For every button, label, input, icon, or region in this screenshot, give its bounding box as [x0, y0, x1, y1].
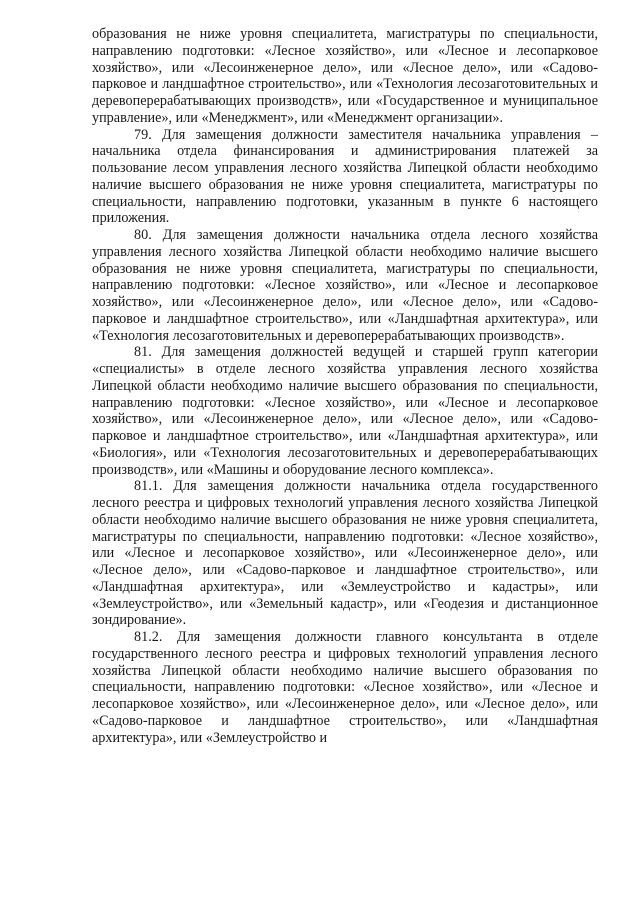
- paragraph-81-2: 81.2. Для замещения должности главного консультанта в отделе государственного лесного реестра и цифровых технологий управления лесного хозяйства Липецкой области необходимо наличие высшего образования по специальности, направлению подготовки: «Лесное хозяйство», или «Лесное и лесопарковое хозяйство», или «Лесоинженерное дело», или «Лесное дело», или «Садово-парковое и ландшафтное строительство», или «Ландшафтная архитектура», или «Землеустройство и: [92, 629, 598, 746]
- paragraph-81-1: 81.1. Для замещения должности начальника отдела государственного лесного реестра и цифровых технологий управления лесного хозяйства Липецкой области необходимо наличие высшего образования не ниже уровня специалитета, магистратуры по специальности, направлению подготовки: «Лесное хозяйство», или «Лесное и лесопарковое хозяйство», или «Лесоинженерное дело», или «Лесное дело», или «Садово-парковое и ландшафтное строительство», или «Ландшафтная архитектура», или «Землеустройство и кадастры», или «Землеустройство», или «Земельный кадастр», или «Геодезия и дистанционное зондирование».: [92, 478, 598, 629]
- paragraph-79: 79. Для замещения должности заместителя начальника управления – начальника отдела финансирования и администрирования платежей за пользование лесом управления лесного хозяйства Липецкой области необходимо наличие высшего образования не ниже уровня специалитета, магистратуры по специальности, направлению подготовки, указанным в пункте 6 настоящего приложения.: [92, 126, 598, 227]
- paragraph-continued: образования не ниже уровня специалитета, магистратуры по специальности, направлению подготовки: «Лесное хозяйство», или «Лесное и лесопарковое хозяйство», или «Лесоинженерное дело», или «Лесное дело», или «Садово-парковое и ландшафтное строительство», или «Технология лесозаготовительных и деревоперерабатывающих производств», или «Государственное и муниципальное управление», или «Менеджмент», или «Менеджмент организации».: [92, 26, 598, 126]
- paragraph-80: 80. Для замещения должности начальника отдела лесного хозяйства управления лесного хозяйства Липецкой области необходимо наличие высшего образования не ниже уровня специалитета, магистратуры по специальности, направлению подготовки: «Лесное хозяйство», или «Лесное и лесопарковое хозяйство», или «Лесоинженерное дело», или «Лесное дело», или «Садово-парковое и ландшафтное строительство», или «Ландшафтная архитектура», или «Технология лесозаготовительных и деревоперерабатывающих производств».: [92, 227, 598, 344]
- document-page: [92, 26, 598, 746]
- paragraph-81: 81. Для замещения должностей ведущей и старшей групп категории «специалисты» в отделе лесного хозяйства управления лесного хозяйства Липецкой области необходимо наличие высшего образования по специальности, направлению подготовки: «Лесное хозяйство», или «Лесное и лесопарковое хозяйство», или «Лесоинженерное дело», или «Лесное дело», или «Садово-парковое и ландшафтное строительство», или «Ландшафтная архитектура», или «Биология», или «Технология лесозаготовительных и деревоперерабатывающих производств», или «Машины и оборудование лесного комплекса».: [92, 344, 598, 478]
